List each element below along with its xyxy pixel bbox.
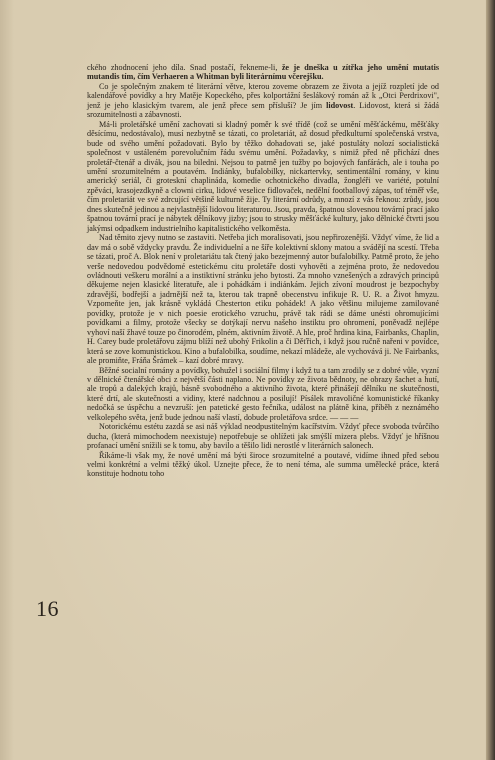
text-segment: Co je společným znakem té literární větve, kterou zoveme obrazem ze života a jejíž rozpletí jde od kalendářové povídky a hry Matěje Kopeckého, přes kolportážní šeslákový román až k „Otci Perdrixovi", jenž je jeho klasickým tvarem, ale jenž přece sem přísluší? Je jím xyxy=(87,81,439,110)
paragraph xyxy=(87,120,439,233)
page-edge xyxy=(486,0,495,760)
text-segment: ckého zhodnocení jeho díla. Snad postačí, řekneme-li, xyxy=(87,63,282,72)
paragraph xyxy=(87,63,439,82)
text-segment-bold: že je dneška u zítřka jeho umění mutatis mutandis tím, čím Verhaeren a Whitman byli literárnímu včerejšku. xyxy=(87,63,439,82)
paragraph xyxy=(87,422,439,450)
text-segment: Běžné socialní romány a povídky, bohužel i sociální filmy i když tu a tam zrodily se z dobré vůle, vyzní v dělnické čtenářské obci z největší části naplano. Ne povídky ze života bědnoty, ne obrazy šachet a hutí, ale tropů a dalekých krajů, básně svobodného a aktivního života, které přinášejí dělníku ne skutečnosti, které drtí, ale skutečnosti a vidiny, které nadchnou a posilují! Písálek mravoličné komunistické říkanky nedočká se úspěchu a nevzruší: jen patetické gesto řečníka, událost na plátně kina, příběh z neznámého velkolepého světa, jenž bude jednou naší vlastí, dobude proletářova srdce. — — — xyxy=(87,365,439,422)
paragraph xyxy=(87,451,439,479)
text-segment: . Lidovost, která si žádá srozumitelnosti a zábavnosti. xyxy=(87,100,439,120)
paragraph xyxy=(87,366,439,423)
paragraph xyxy=(87,82,439,120)
text-segment: Nad těmito zjevy nutno se zastaviti. Netřeba jich moralisovati, jsou nepřirozenější. Vždyť víme, že lid a dav má o sobě vždycky pravdu. Že individuelní a ne šíře kolektivní sklony matou a svádějí na scestí. Třeba se tázati, proč A. Blok není v proletariátu tak čtený jako bezejmenný autor bufalobilky. Patrně proto, že jeho verše nedovedou podvědomé estetickému citu proletáře dosti vyhověti a zejména proto, že nedovedou ovládnouti veškeru morální a a instiktivní stránku jeho bytosti. Za mnoho vznešených a zdravých principů děkujeme nejen klasické literatuře, ale i pohádkám i indiánkám. Jejich zívoní moudrost je bezpochyby zdravější, bodřejší a jadrnější než ta, kterou tak trapně obecenstvu infikuje R. U. R. a Život hmyzu. Vzpomeňte jen, jak krásně vykládá Chesterton etiku pohádek! A jako většinu milujeme zamilované povídky, protože je v nich poesie erotického vzruchu, právě tak rádi se dáme unésti ohromujícími povídkami a filmy, protože všecky se dotýkají nervu našeho instiktu pro ohromení, poněvadž nejlépe vyhoví naší žhavé touze po činorodém, plném, aktivním životě. A hle, proč hrdina kina, Fairbanks, Chaplin, H. Carey bude proletářovu zájmu blíží než ubohý Frikolin a či Děťřich, i když jsou ručně nařeni v povídce, která se zove komunistickou. Kino a bufalobilka, soudíme, nekazí mládeže, ale vychovává ji. Ne Fairbanks, ale promiňte, Fráňa Šrámek – kazí dobré mravy. xyxy=(87,233,439,366)
paragraph xyxy=(87,233,439,365)
text-segment: Říkáme-li však my, že nové umění má býti široce srozumitelné a poutavé, vidíme ihned před sebou velmi konkrétní a velmi těžký úkol. Uznejte přece, že to není téma, ale summa umělecké práce, která konstituje hodnotu toho xyxy=(87,450,439,479)
page-number: 16 xyxy=(36,596,59,621)
body-text xyxy=(87,63,439,479)
text-segment-bold: lidovost xyxy=(326,100,354,110)
text-segment: Notorickému estétu zazdá se asi náš výklad neodpustitelným kacířstvím. Vždyť přece svoboda tvůrčího ducha, (která mimochodem neexistuje) nepotřebuje se ohlížeti jak smýšlí mizera plebs. Vždyť je hříšnou profanací umění snížili se k tomu, aby bavilo a těšilo lidi nerostlé v literárních salonech. xyxy=(87,422,439,451)
text-segment: Má-li proletářské umění zachovati si kladný poměr k své třídě (což se umění měšťáckému, měšťáky děsícímu, nedostávalo), musí nezbytně se tázati, co proletariát, až dosud předkulturní společenská vrstva, bude od svého umění požadovati. Bylo by těžko dohadovati se, jaké postuláty nolozí socialistická společnost v ustáleném porevolučním řádu svému umění. Požadavky, s nimiž před ně přichází dnes proletář-čtenář a divák, jsou na biledni. Nejsou to patrně jen tužby po bojových fanfárách, ale i touha po umění srozumitelném a poutavém. Indiánky, bufalobilky, nickartervky, sentimentální romány, v kinu americký seriál, či groteskní chaplináda, komedie ochotnického divadla, žongléři ve variété, potulní zpěváci, krasojezdkyně a clowni cirku, lidové veselice fidlovaček, nedělní footballový zápas, tof téměř vše, čím proletariát ve své zdrcující většině kulturně žije. Ty literární odrůdy, a mnozí z vás řeknou: zrůdy, jsou dnes skutečně jedinou a nejvlastnější lidovou literaturou. Jsou, pravda, špatnou slovesnou tovární prací jako špatnou tovární prací je nábytek dělníkovy jizby; jsou to strusky měšťácké kultury, jako dělnické čtvrti jsou jakýmsi odpadkem industrielního kapitalistického velkoměsta. xyxy=(87,119,439,233)
